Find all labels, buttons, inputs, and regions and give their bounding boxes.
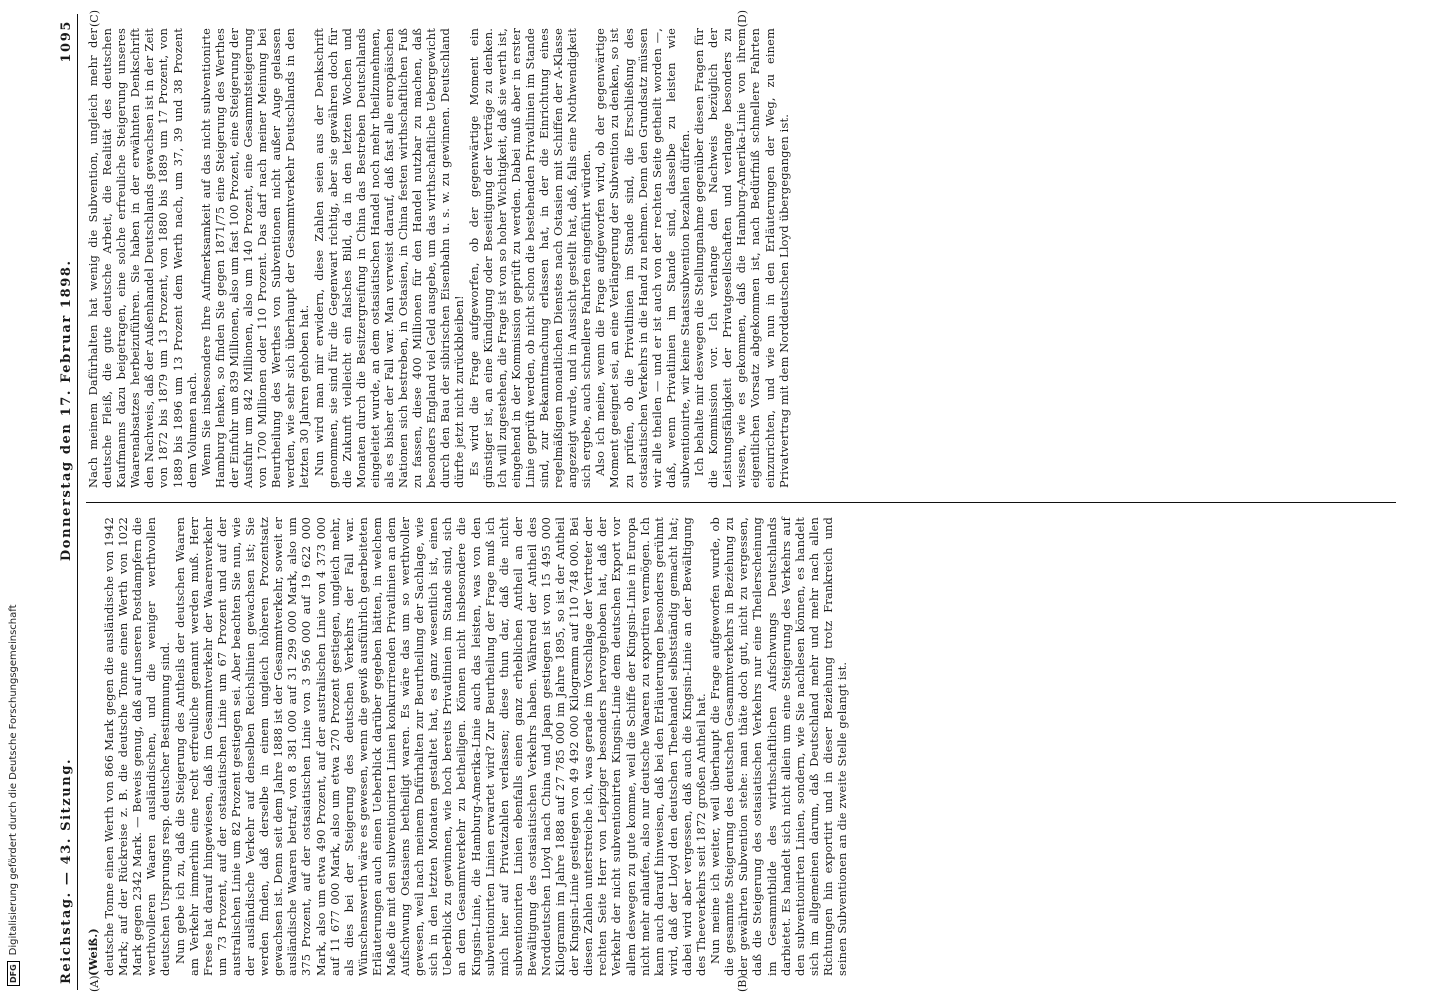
header-left: Reichstag. — 43. Sitzung. <box>59 757 74 984</box>
paragraph: Nach meinem Dafürhalten hat wenig die Subvention, ungleich mehr der deutsche Fleiß, die gute deutsche Arbeit, die Realität des deutschen Kaufmanns dazu beigetragen, eine solche erfreuliche Steigerung unseres Waarenabsatzes herbeizuführen. Sie haben in der erwähnten Denkschrift den Nachweis, daß der Außenhandel Deutschlands gewachsen ist in der Zeit von 1872 bis 1879 um 13 Prozent, von 1880 bis 1889 um 17 Prozent, von 1889 bis 1896 um 13 Prozent dem Werth nach, um 37, 39 und 38 Prozent dem Volumen nach. <box>86 28 199 488</box>
paragraph: Wenn Sie insbesondere Ihre Aufmerksamkeit auf das nicht subventionirte Hamburg lenken, so finden Sie gegen 1871/75 eine Steigerung des Werthes der Einfuhr um 839 Millionen, also um fast 100 Prozent, eine Steigerung der Ausfuhr um 842 Millionen, also um 140 Prozent, eine Gesammtsteigerung von 1700 Millionen oder 110 Prozent. Das darf nach meiner Meinung bei Beurtheilung des Werthes von Subventionen nicht außer Auge gelassen werden, wie sehr sich überhaupt der Gesammtverkehr Deutschlands in den letzten 30 Jahren gehoben hat. <box>198 28 312 488</box>
paragraph: Es wird die Frage aufgeworfen, ob der gegenwärtige Moment ein günstiger ist, an eine Kündigung oder Beseitigung der Verträge zu denken. Ich will zugestehen, die Frage ist von so hoher Wichtigkeit, daß sie werth ist, eingehend in der Kommission geprüft zu werden. Dabei muß aber in erster Linie geprüft werden, ob nicht schon die bestehenden Privatlinien im Stande sind, zur Bekanntmachung erlassen hat, in der die Einrichtung eines regelmäßigen monatlichen Dienstes nach Ostasien mit Schiffen der A-Klasse angezeigt wurde, und in Aussicht gestellt hat, daß, falls eine Nothwendigkeit sich ergebe, auch schnellere Fahrten eingeführt würden. <box>466 28 594 488</box>
speaker-name: (Weiß.) <box>86 928 100 976</box>
paragraph: deutsche Tonne einen Werth von 866 Mark gegen die ausländische von 1942 Mark; auf der Rückreise z. B. die deutsche Tonne einen Werth von 1022 Mark gegen 2342 Mark. — Beweis genug, daß auf unseren Postdampfern die werthvolleren Waaren ausländischen, und die weniger werthvollen deutschen Ursprungs resp. deutscher Bestimmung sind. <box>102 517 173 976</box>
paragraph: Also ich meine, wenn die Frage aufgeworfen wird, ob der gegenwärtige Moment geeignet sei, an eine Verlängerung der Subvention zu denken, so ist zu prüfen, ob die Privatlinien im Stande sind, die Erschließung des ostasiatischen Verkehrs in die Hand zu nehmen. Denn den Grundsatz müssen wir alle theilen — und er ist auch von der rechten Seite getheilt worden —, daß, wenn Privatlinien im Stande sind, dasselbe zu leisten wie subventionirte, wir keine Staatssubvention bezahlen dürfen. <box>593 28 692 488</box>
margin-mark-c: (C) <box>88 10 101 27</box>
document-page <box>55 10 1405 992</box>
page-number: 1095 <box>59 20 74 63</box>
digitization-credit-text: Digitalisierung gefördert durch die Deutsche Forschungsgemeinschaft <box>7 604 19 956</box>
margin-mark-b: (B) <box>736 975 749 992</box>
right-column <box>86 14 1396 502</box>
dfg-logo: DFG <box>7 961 20 986</box>
left-column <box>86 502 1396 990</box>
header-date: Donnerstag den 17. Februar 1898. <box>59 259 74 562</box>
margin-mark-a: (A) <box>88 975 101 992</box>
margin-mark-d: (D) <box>736 10 749 28</box>
paragraph: Nun gebe ich zu, daß die Steigerung des Antheils der deutschen Waaren am Verkehr immerhin eine recht erfreuliche genannt werden muß. Herr Frese hat darauf hingewiesen, daß im Gesammtverkehr der Waarenverkehr um 73 Prozent, auf der ostasiatischen Linie um 67 Prozent und auf der australischen Linie um 82 Prozent gestiegen sei. Aber beachten Sie nun, wie der ausländische Verkehr auf denselben Reichslinien gewachsen ist; Sie werden finden, daß derselbe in einem ungleich höheren Prozentsatz gewachsen ist. Denn seit dem Jahre 1888 ist der Gesammtverkehr, soweit er ausländische Waaren betraf, von 8 381 000 auf 31 299 000 Mark, also um 375 Prozent, auf der ostasiatischen Linie von 3 956 000 auf 19 622 000 Mark, also um etwa 490 Prozent, auf der australischen Linie von 4 373 000 auf 11 677 000 Mark, also um etwa 270 Prozent gestiegen, ungleich mehr, als dies bei der Steigerung des deutschen Verkehrs der Fall war. Wünschenswerth wäre es gewesen, wenn die gewiß ausführlich gearbeiteten Erläuterungen auch einen Ueberblick darüber gegeben hätten, in welchem Maße die mit den subventionirten Linien konkurrirenden Privatlinien an dem Aufschwung Ostasiens betheiligt waren. Es wäre das um so werthvoller gewesen, weil nach meinem Dafürhalten zur Beurtheilung der Sachlage, wie sich in den letzten Monaten gestaltet hat, es ganz wesentlich ist, einen Ueberblick zu gewinnen, wie hoch bereits Privatlinien im Stande sind, sich an dem Gesammtverkehr zu betheiligen. Können nicht insbesondere die Kingsin-Linie, die Hamburg-Amerika-Linie auch das leisten, was von den subventionirten Linien erwartet wird? Zur Beurtheilung der Frage muß ich mich hier auf Privatzahlen verlassen; diese thun dar, daß die nicht subventionirten Linien ebenfalls einen ganz erheblichen Antheil an der Bewältigung des ostasiatischen Verkehrs haben. Während der Antheil des Norddeutschen Lloyd nach China und Japan gestiegen ist von 15 495 000 Kilogramm im Jahre 1888 auf 27 785 000 im Jahre 1895, so ist der Antheil der Kingsin-Linie gestiegen von 49 492 000 Kilogramm auf 110 748 000. Bei diesen Zahlen unterstreiche ich, was gerade im Vorschlage der Vertreter der rechten Seite Herr von Leipziger besonders hervorgehoben hat, daß der Verkehr der nicht subventionirten Kingsin-Linie dem deutschen Export vor allem deswegen zu gute komme, weil die Schiffe der Kingsin-Linie in Europa nicht mehr anlaufen, also nur deutsche Waaren zu exportiren vermögen. Ich kann auch darauf hinweisen, daß bei den Erläuterungen besonders gerühmt wird, daß der Lloyd den deutschen Theehandel selbstständig gemacht hat; dabei wird aber vergessen, daß auch die Kingsin-Linie an der Bewältigung des Theeverkehrs seit 1872 großen Antheil hat. <box>172 517 709 976</box>
text-columns <box>86 10 1396 992</box>
paragraph: Ich behalte mir deswegen die Stellungnahme gegenüber diesen Fragen für die Kommission vor. Ich verlange den Nachweis bezüglich der Leistungsfähigkeit der Privatgesellschaften und verlange besonders zu wissen, wie es gekommen, daß die Hamburg-Amerika-Linie von ihrem eigentlichen Vorsatz abgekommen ist, nach Bedürfniß schnellere Fahrten einzurichten, und wie nun in den Erläuterungen der Weg, zu einem Privatvertrag mit dem Norddeutschen Lloyd übergegangen ist. <box>692 28 791 488</box>
digitization-credit <box>0 0 26 1000</box>
page-header <box>55 14 78 990</box>
paragraph: Nun wird man mir erwidern, diese Zahlen seien aus der Denkschrift genommen, sie sind für die Gegenwart richtig, aber sie gewähren doch für die Zukunft vielleicht ein falsches Bild, da in den letzten Wochen und Monaten durch die Besitzergreifung in China das Bestreben Deutschlands eingeleitet wurde, an dem ostasiatischen Handel noch mehr theilzunehmen, als es bisher der Fall war. Man verweist darauf, daß fast alle europäischen Nationen sich bestreben, in Ostasien, in China festen wirthschaftlichen Fuß zu fassen, diese 400 Millionen für den Handel nutzbar zu machen, daß besonders England viel Geld ausgebe, um das wirthschaftliche Uebergewicht durch den Bau der sibirischen Eisenbahn u. s. w. zu gewinnen. Deutschland dürfte jetzt nicht zurückbleiben! <box>311 28 467 488</box>
paragraph: Nun meine ich weiter, weil überhaupt die Frage aufgeworfen wurde, ob die gesammte Steigerung des deutschen Gesammtverkehrs in Beziehung zu der gewährten Subvention stehe: man thäte doch gut, nicht zu vergessen, daß die Steigerung des ostasiatischen Verkehrs nur eine Theilerscheinung im Gesammtbilde des wirthschaftlichen Aufschwungs Deutschlands darbietet. Es handelt sich nicht allein um eine Steigerung des Verkehrs auf den subventionirten Linien, sondern, wie Sie nachlesen können, es handelt sich im allgemeinen darum, daß Deutschland mehr und mehr nach allen Richtungen hin exportirt und in dieser Beziehung trotz Frankreich und seinen Subventionen an die zweite Stelle gelangt ist. <box>708 517 849 976</box>
